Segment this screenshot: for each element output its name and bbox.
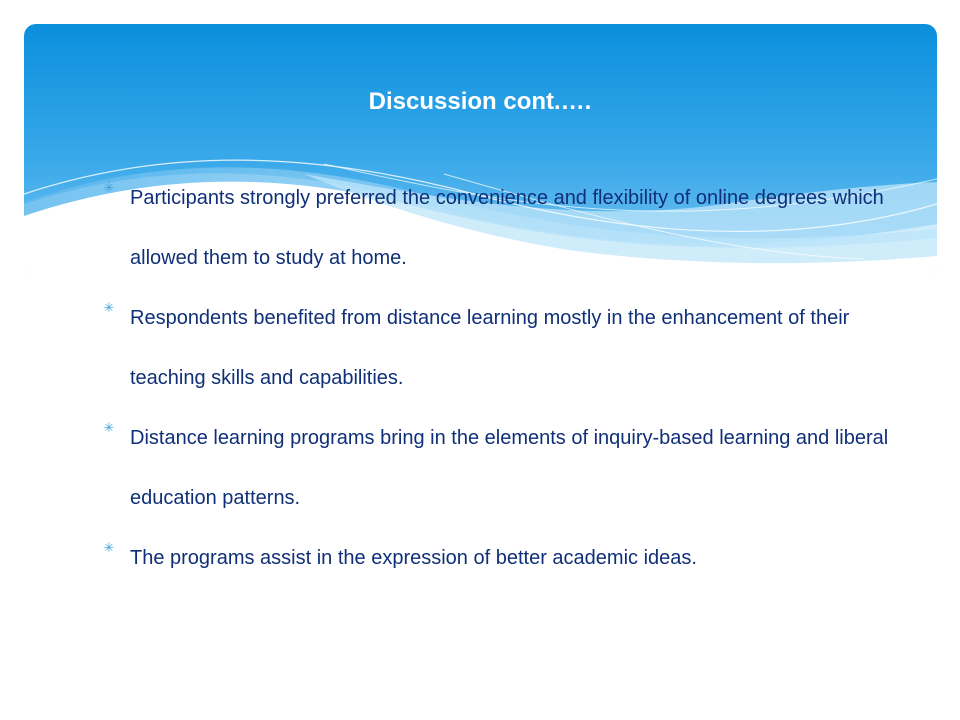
asterisk-icon: ✳ — [103, 420, 115, 435]
bullet-text: The programs assist in the expression of better academic ideas. — [130, 547, 697, 569]
asterisk-icon: ✳ — [103, 300, 115, 315]
list-item — [102, 528, 902, 588]
slide-title: Discussion cont.…. — [368, 88, 592, 115]
bullet-list — [102, 168, 902, 588]
bullet-text: Participants strongly preferred the convenience and flexibility of online degrees which allowed them to study at home. — [130, 187, 884, 269]
list-item — [102, 168, 902, 288]
asterisk-icon: ✳ — [103, 180, 115, 195]
bullet-text: Distance learning programs bring in the elements of inquiry-based learning and liberal education patterns. — [130, 427, 889, 509]
asterisk-icon: ✳ — [103, 540, 115, 555]
bullet-text: Respondents benefited from distance learning mostly in the enhancement of their teaching skills and capabilities. — [130, 307, 850, 389]
list-item — [102, 408, 902, 528]
list-item — [102, 288, 902, 408]
